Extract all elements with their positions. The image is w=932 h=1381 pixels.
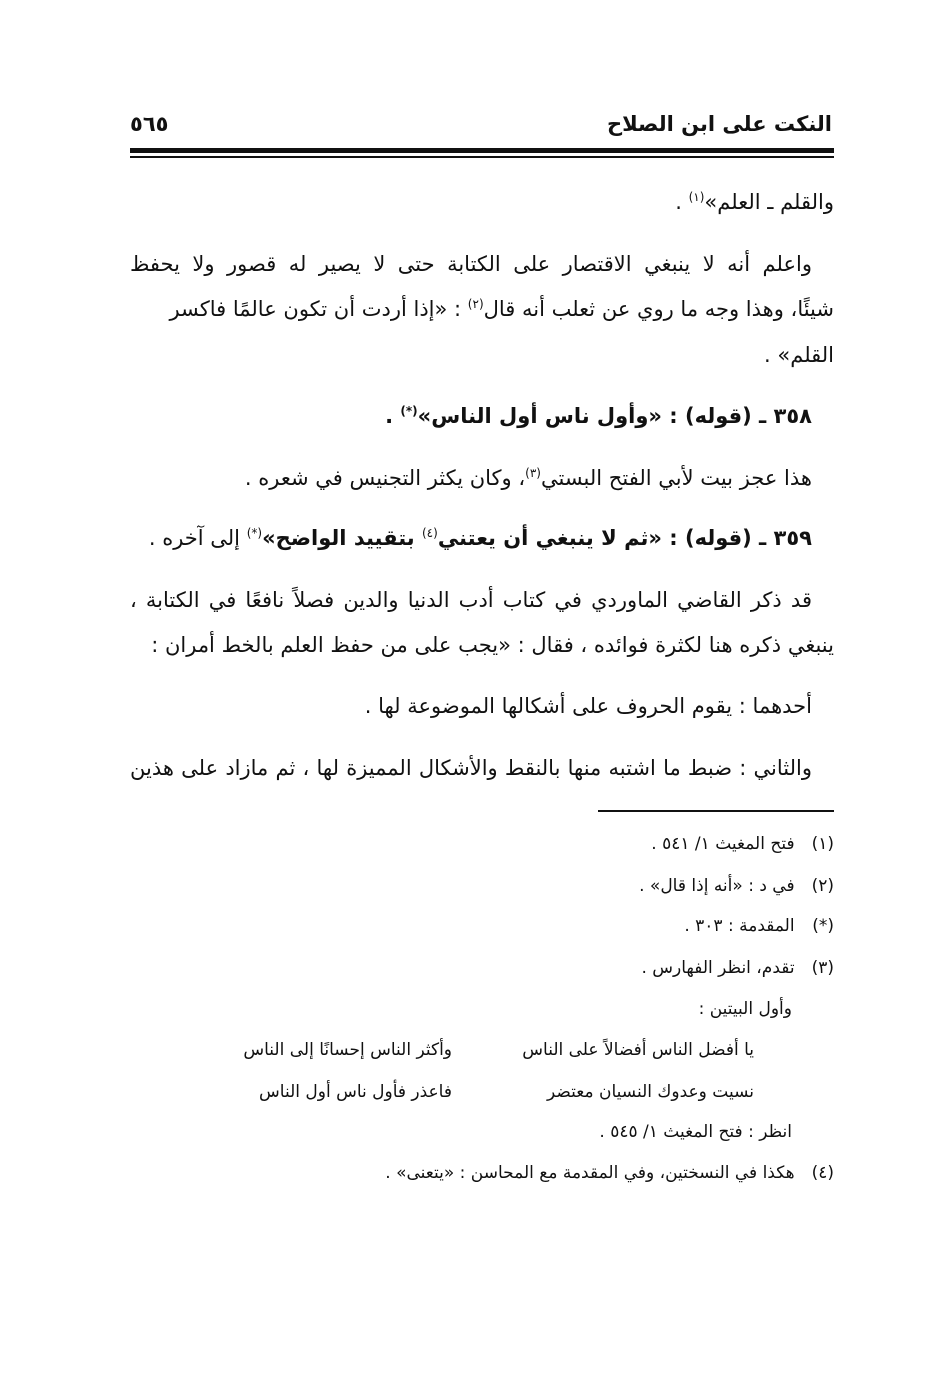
footnote-star (130, 916, 834, 936)
footnote-ref[interactable]: (٢) (467, 297, 484, 311)
book-title: النكت على ابن الصلاح (606, 112, 832, 136)
second-point (130, 756, 834, 780)
text-run: قد ذكر القاضي الماوردي في كتاب أدب الدنيا والدين فصلاً نافعًا في الكتابة ، (130, 588, 812, 612)
footnote-4 (130, 1163, 834, 1183)
footnote-ref[interactable]: (٣) (525, 466, 541, 480)
text-run: إلى آخره . (148, 526, 247, 550)
item-359-para-line-2 (130, 633, 834, 657)
header-rule-thin (130, 156, 834, 158)
footnote-3 (130, 958, 834, 978)
footnote-mark: (*) (812, 916, 834, 936)
text-run: ٣٥٨ ـ (قوله) : «وأول ناس أول الناس» (417, 404, 812, 428)
text-run: بتقييد الواضح» (262, 526, 422, 550)
item-359-para-line-1 (130, 588, 834, 612)
verse-1-first-hemistich: يا أفضل الناس أفضالاً على الناس (522, 1040, 754, 1060)
text-run: والثاني : ضبط ما اشتبه منها بالنقط والأشكال المميزة لها ، ثم مازاد على هذين (130, 756, 812, 780)
text-run: . (385, 404, 401, 428)
text-run: شيئًا، وهذا وجه ما روي عن ثعلب أنه قال (483, 297, 834, 321)
text-run: : «إذا أردت أن تكون عالمًا فاكسر (169, 297, 468, 321)
footnote-text: هكذا في النسختين، وفي المقدمة مع المحاسن : «يتعنى» . (385, 1163, 795, 1183)
page-number: ٥٦٥ (130, 112, 169, 136)
text-run: . (675, 190, 689, 214)
first-point (130, 694, 834, 718)
text-run: ، وكان يكثر التجنيس في شعره . (244, 466, 526, 490)
footnote-1 (130, 834, 834, 854)
running-header (130, 108, 832, 144)
body-para-2-line-2 (130, 297, 834, 321)
body-para-2-line-1 (130, 252, 834, 276)
item-358-commentary (130, 466, 834, 490)
body-line-1 (130, 190, 834, 214)
footnote-3-intro (132, 999, 792, 1019)
footnote-ref[interactable]: (*) (246, 526, 263, 540)
footnote-text: وأول البيتين : (698, 999, 792, 1019)
text-run: القلم» . (764, 343, 834, 367)
footnote-ref[interactable]: (٤) (421, 526, 438, 540)
footnote-text: تقدم، انظر الفهارس . (641, 958, 795, 978)
item-359-heading (130, 526, 834, 550)
text-run: ٣٥٩ ـ (قوله) : «ثم لا ينبغي أن يعتني (437, 526, 812, 550)
header-rule-thick (130, 148, 834, 153)
verse-1-second-hemistich: وأكثر الناس إحسانًا إلى الناس (243, 1040, 452, 1060)
text-run: والقلم ـ العلم» (704, 190, 834, 214)
footnote-mark: (١) (811, 834, 834, 854)
footnote-text: فتح المغيث ١/ ٥٤١ . (651, 834, 795, 854)
text-run: واعلم أنه لا ينبغي الاقتصار على الكتابة حتى لا يصير له قصور ولا يحفظ (130, 252, 812, 276)
footnote-ref[interactable]: (*) (400, 404, 418, 418)
footnote-text: المقدمة : ٣٠٣ . (684, 916, 795, 936)
footnote-text: انظر : فتح المغيث ١/ ٥٤٥ . (599, 1122, 792, 1142)
footnote-3-source (132, 1122, 792, 1142)
text-run: هذا عجز بيت لأبي الفتح البستي (540, 466, 812, 490)
footnote-mark: (٣) (811, 958, 834, 978)
item-358-heading (130, 404, 834, 428)
verse-2-first-hemistich: نسيت وعدوك النسيان معتضر (547, 1082, 754, 1102)
footnote-separator (598, 810, 834, 812)
text-run: أحدهما : يقوم الحروف على أشكالها الموضوعة لها . (364, 694, 812, 718)
footnote-mark: (٤) (811, 1163, 834, 1183)
footnote-mark: (٢) (811, 876, 834, 896)
footnote-2 (130, 876, 834, 896)
footnote-ref[interactable]: (١) (688, 190, 705, 204)
verse-2-second-hemistich: فاعذر فأول ناس أول الناس (259, 1082, 452, 1102)
footnote-text: في د : «أنه إذا قال» . (639, 876, 795, 896)
text-run: ينبغي ذكره هنا لكثرة فوائده ، فقال : «يجب على من حفظ العلم بالخط أمران : (151, 633, 834, 657)
body-para-2-line-3 (130, 343, 834, 367)
